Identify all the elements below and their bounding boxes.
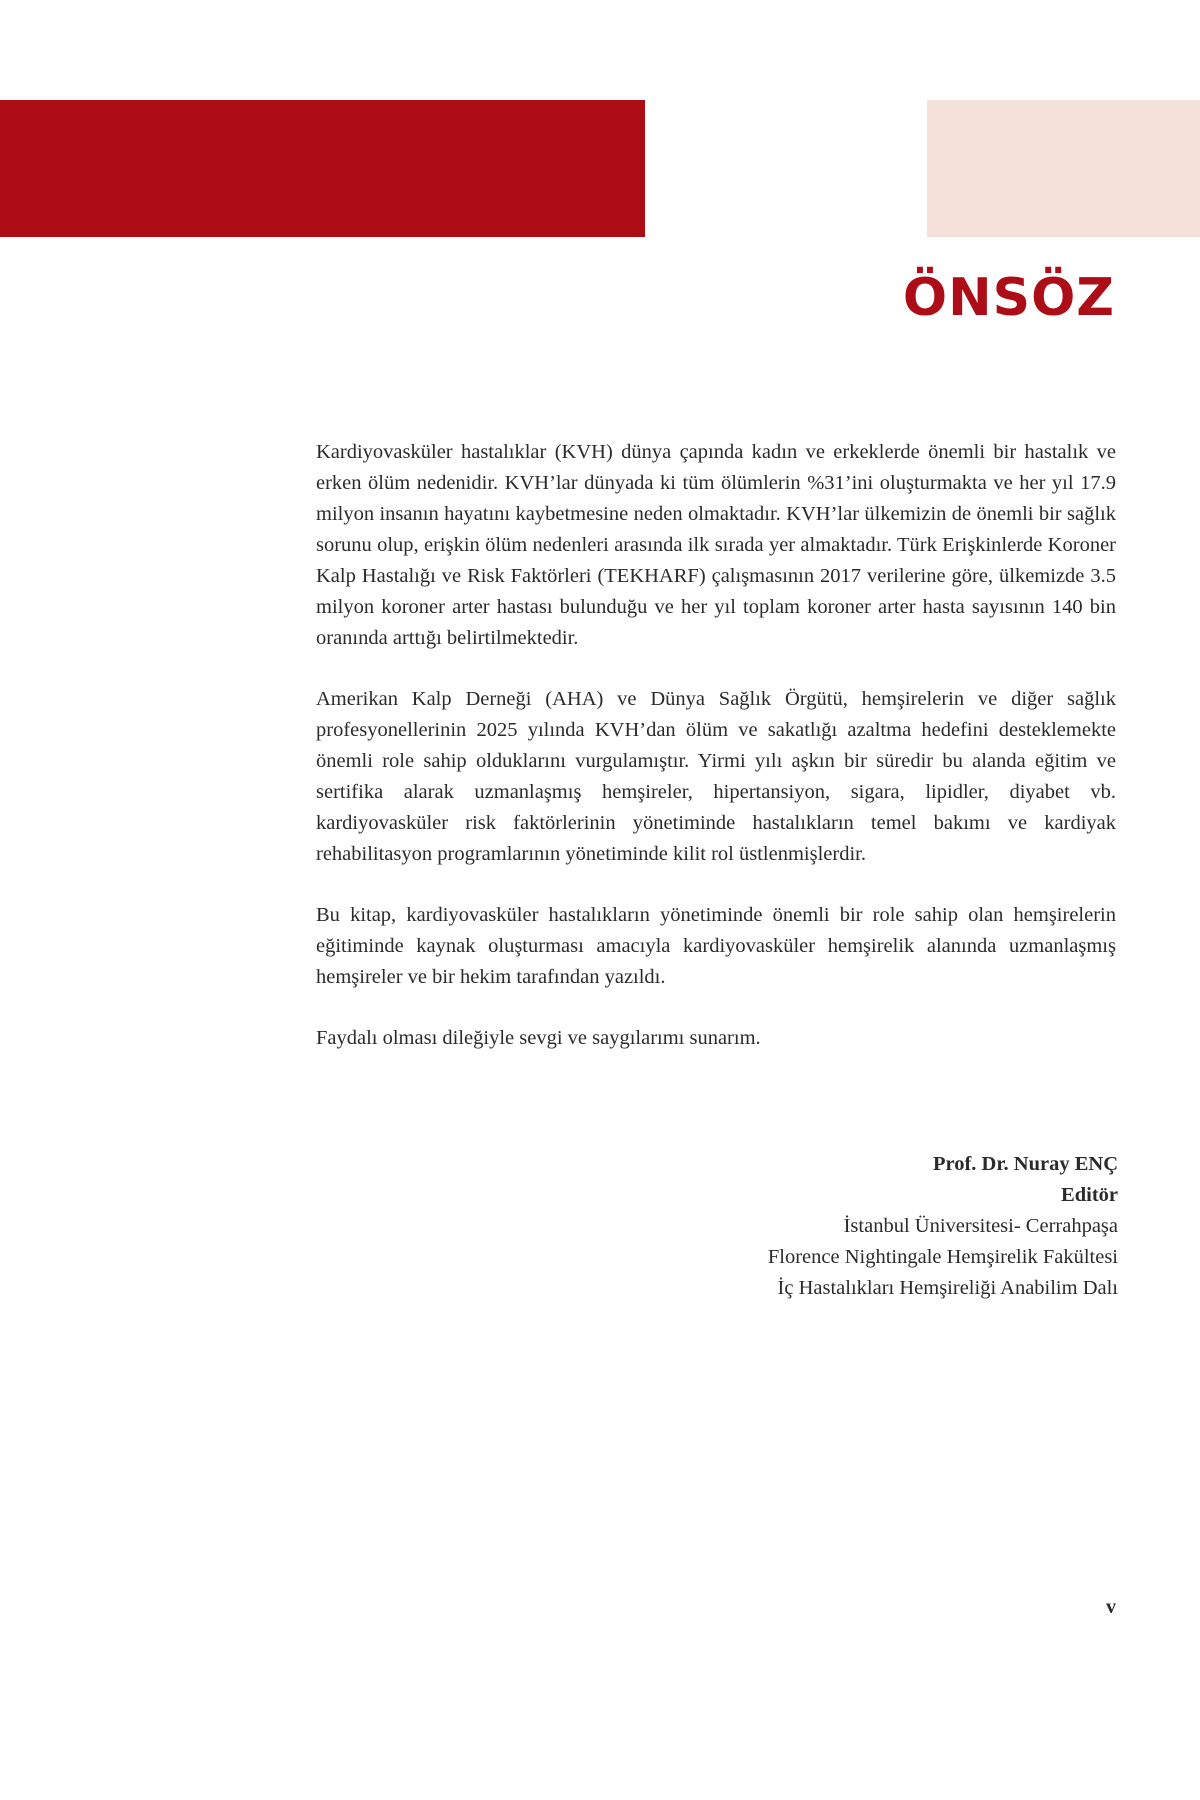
paragraph-1: Kardiyovasküler hastalıklar (KVH) dünya çapında kadın ve erkeklerde önemli bir hastalık ve erken ölüm nedenidir. KVH’lar dünyada ki tüm ölümlerin %31’ini oluşturmakta ve her yıl 17.9 milyon insanın hayatını kaybetmesine neden olmaktadır. KVH’lar ülkemizin de önemli bir sağlık sorunu olup, erişkin ölüm nedenleri arasında ilk sırada yer almaktadır. Türk Erişkinlerde Koroner Kalp Hastalığı ve Risk Faktörleri (TEKHARF) çalışmasının 2017 verilerine göre, ülkemizde 3.5 milyon koroner arter hastası bulunduğu ve her yıl toplam koroner arter hasta sayısının 140 bin oranında arttığı belirtilmektedir. [316,441,1116,649]
body-text [316,437,1116,1084]
editor-name: Prof. Dr. Nuray ENÇ [932,1153,1118,1175]
paragraph-4: Faydalı olması dileğiyle sevgi ve saygılarımı sunarım. [316,1027,761,1049]
page-number: v [1106,1596,1116,1618]
paragraph-2: Amerikan Kalp Derneği (AHA) ve Dünya Sağlık Örgütü, hemşirelerin ve diğer sağlık profesyonellerinin 2025 yılında KVH’dan ölüm ve sakatlığı azaltma hedefini desteklemekte önemli role sahip olduklarını vurgulamıştır. Yirmi yılı aşkın bir süredir bu alanda eğitim ve sertifika alarak uzmanlaşmış hemşireler, hipertansiyon, sigara, lipidler, diyabet vb. kardiyovasküler risk faktörlerinin yönetiminde hastalıkların temel bakımı ve kardiyak rehabilitasyon programlarının yönetiminde kilit rol üstlenmişlerdir. [316,688,1116,865]
header-band-pink [927,100,1200,237]
header-band-red [0,100,645,237]
affiliation-department: İç Hastalıkları Hemşireliği Anabilim Dalı [777,1277,1118,1299]
affiliation-faculty: Florence Nightingale Hemşirelik Fakültesi [767,1246,1118,1268]
affiliation-university: İstanbul Üniversitesi- Cerrahpaşa [843,1215,1118,1237]
editor-role: Editör [1061,1184,1118,1206]
signature-block [768,1149,1118,1304]
paragraph-3: Bu kitap, kardiyovasküler hastalıkların yönetiminde önemli bir role sahip olan hemşirelerin eğitiminde kaynak oluşturması amacıyla kardiyovasküler hemşirelik alanında uzmanlaşmış hemşireler ve bir hekim tarafından yazıldı. [316,904,1116,988]
page-title: ÖNSÖZ [902,268,1115,328]
